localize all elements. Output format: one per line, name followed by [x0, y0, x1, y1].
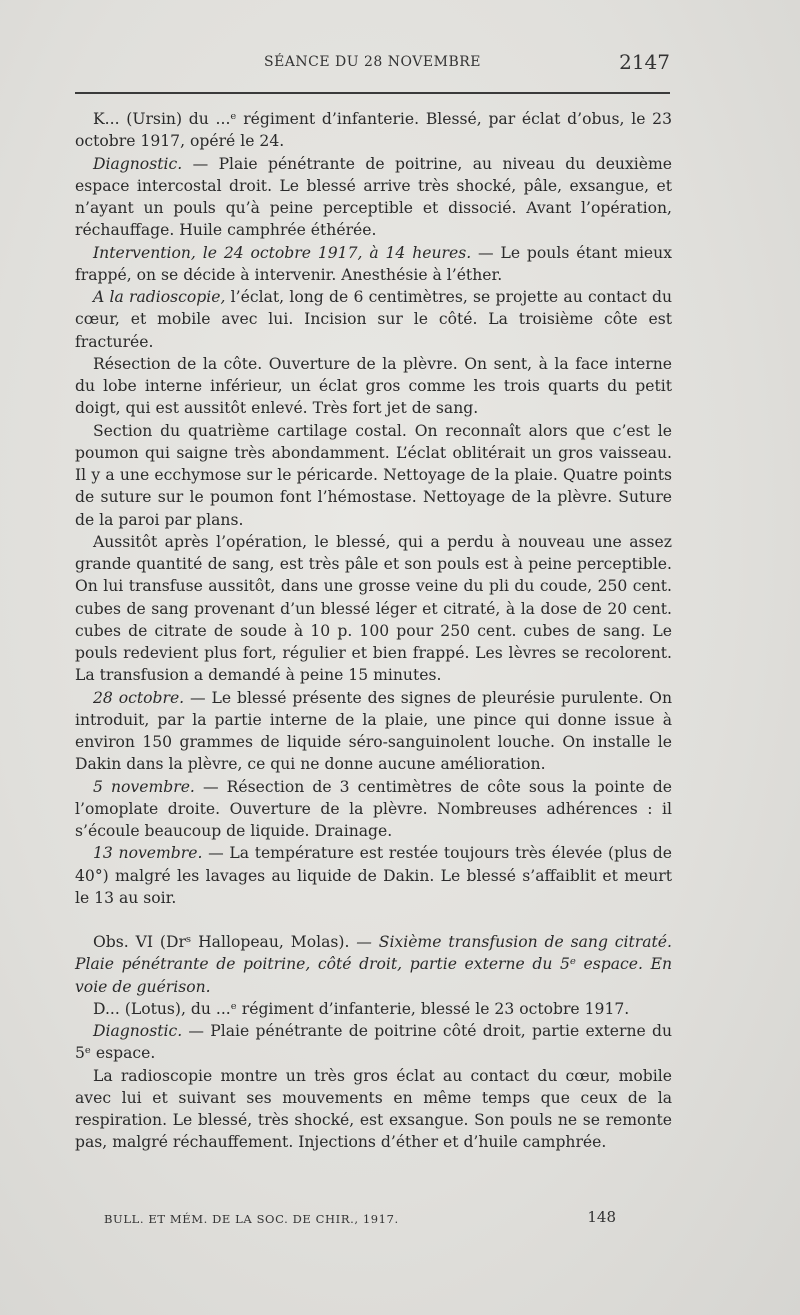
paragraph-text: Aussitôt après l’opération, le blessé, qui a perdu à nouveau une assez grande quantité de sang, est très pâle et son pouls est à peine perceptible. On lui transfuse aussitôt, dans une grosse veine du pli du coude, 250 cent. cubes de sang provenant d’un blessé léger et citraté, à la dose de 20 cent. cubes de citrate de soude à 10 p. 100 pour 250 cent. cubes de sang. Le pouls redevient plus fort, régulier et bien frappé. Les lèvres se recolorent. La transfusion a demandé à peine 15 minutes. — [75, 532, 672, 685]
paragraph — [75, 687, 672, 776]
paragraph-text: D... (Lotus), du ...ᵉ régiment d’infanterie, blessé le 23 octobre 1917. — [93, 999, 630, 1018]
page-header — [75, 50, 670, 80]
page-footer — [104, 1208, 616, 1228]
journal-reference: BULL. ET MÉM. DE LA SOC. DE CHIR., 1917. — [104, 1212, 399, 1226]
paragraph — [75, 153, 672, 242]
paragraph-lead: Diagnostic. — [93, 154, 183, 173]
running-head: SÉANCE DU 28 NOVEMBRE — [264, 54, 481, 70]
paragraph — [75, 842, 672, 909]
paragraph — [75, 776, 672, 843]
paragraph-lead: Intervention, le 24 octobre 1917, à 14 heures. — [93, 243, 472, 262]
paragraph-text: l’éclat, long de 6 centimètres, se projette au contact du cœur, et mobile avec lui. Incision sur le côté. La troisième côte est fracturée. — [75, 288, 672, 351]
paragraph — [75, 353, 672, 420]
paragraph-lead: Diagnostic. — [93, 1022, 183, 1040]
body-text — [75, 108, 672, 1154]
paragraph-text: Section du quatrième cartilage costal. On reconnaît alors que c’est le poumon qui saigne très abondamment. L’éclat oblitérait un gros vaisseau. Il y a une ecchymose sur le péricarde. Nettoyage de la plaie. Quatre points de suture sur le poumon font l’hémostase. Nettoyage de la plèvre. Suture de la paroi par plans. — [75, 421, 672, 529]
paragraph — [75, 242, 672, 287]
paragraph-text: — Plaie pénétrante de poitrine côté droit, partie externe du 5ᵉ espace. — [75, 1022, 672, 1063]
paragraph-text: — La température est restée toujours très élevée (plus de 40°) malgré les lavages au liquide de Dakin. Le blessé s’affaiblit et meurt le 13 au soir. — [75, 844, 672, 907]
paragraph-text: K... (Ursin) du ...ᵉ régiment d’infanterie. Blessé, par éclat d’obus, le 23 octobre 1917, opéré le 24. — [75, 110, 672, 151]
paragraph — [75, 998, 672, 1020]
paragraph-text: — Le pouls étant mieux frappé, on se décide à intervenir. Anesthésie à l’éther. — [75, 243, 672, 284]
paragraph-lead: A la radioscopie, — [93, 288, 226, 306]
paragraph-text: Résection de la côte. Ouverture de la plèvre. On sent, à la face interne du lobe interne inférieur, un éclat gros comme les trois quarts du petit doigt, qui est aussitôt enlevé. Très fort jet de sang. — [75, 354, 672, 418]
paragraph — [75, 1065, 672, 1154]
paragraph-text: — Le blessé présente des signes de pleurésie purulente. On introduit, par la partie interne de la plaie, une pince qui donne issue à environ 150 grammes de liquide séro-sanguinolent louche. On installe le Dakin dans la plèvre, ce qui ne donne aucune amélioration. — [75, 688, 672, 774]
paragraph — [75, 420, 672, 531]
paragraph — [75, 1020, 672, 1065]
header-rule — [75, 92, 670, 94]
observation-lead: Obs. VI (Drˢ Hallopeau, Molas). — [93, 933, 350, 951]
paragraph — [75, 286, 672, 353]
page-number: 2147 — [619, 50, 670, 74]
paragraph-text: — Plaie pénétrante de poitrine, au niveau du deuxième espace intercostal droit. Le blessé arrive très shocké, pâle, exsangue, et n’ayant un pouls qu’à peine perceptible et dissocié. Avant l’opération, réchauffage. Huile camphrée éthérée. — [75, 154, 672, 240]
paragraph-lead: 13 novembre. — [93, 844, 203, 863]
paragraph — [75, 108, 672, 153]
paragraph-text: — Résection de 3 centimètres de côte sous la pointe de l’omoplate droite. Ouverture de la plèvre. Nombreuses adhérences : il s’écoule beaucoup de liquide. Drainage. — [75, 777, 672, 840]
paragraph-lead: 5 novembre. — [93, 777, 195, 796]
observation-heading — [75, 931, 672, 998]
observation-title: — Sixième transfusion de sang citraté. Plaie pénétrante de poitrine, côté droit, partie externe du 5ᵉ espace. En voie de guérison. — [75, 933, 672, 996]
paragraph-text: La radioscopie montre un très gros éclat au contact du cœur, mobile avec lui et suivant ses mouvements en même temps que ceux de la respiration. Le blessé, très shocké, est exsangue. Son pouls ne se remonte pas, malgré réchauffement. Injections d’éther et d’huile camphrée. — [75, 1066, 672, 1152]
paragraph-lead: 28 octobre. — [93, 688, 185, 707]
sheet-number: 148 — [587, 1208, 616, 1226]
paragraph — [75, 531, 672, 687]
